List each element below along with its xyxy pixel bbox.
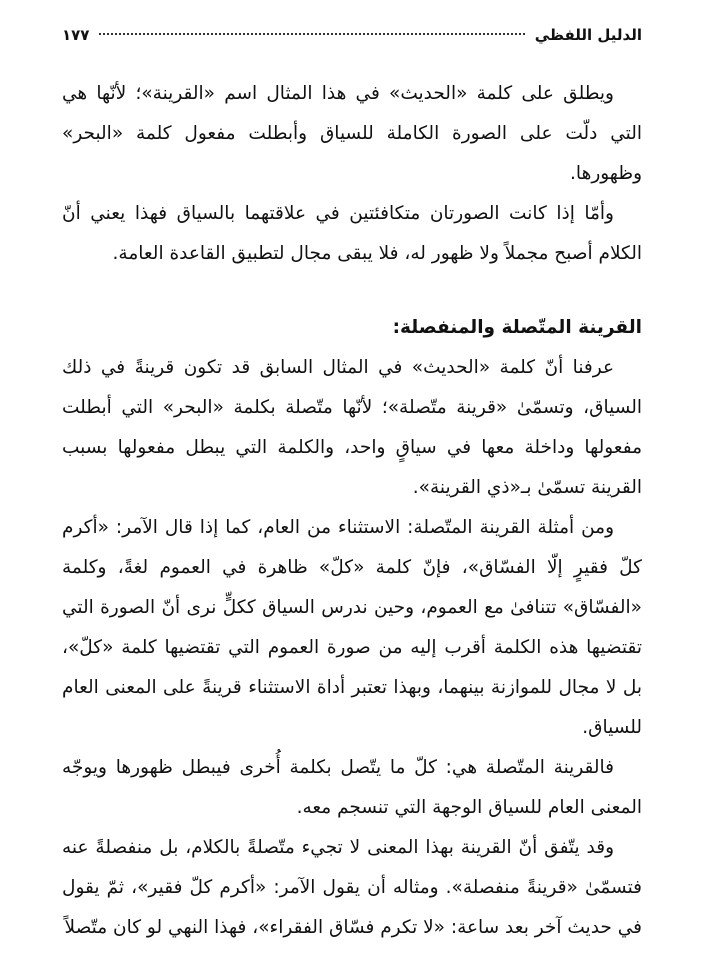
running-title: الدليل اللفظي [534,26,642,44]
page-header [62,26,642,56]
page-body [62,74,642,948]
paragraph: ومن أمثلة القرينة المتّصلة: الاستثناء من العام، كما إذا قال الآمر: «أكرم كلّ فقيرٍ إلّا الفسّاق»، فإنّ كلمة «كلّ» ظاهرة في العموم لغةً، وكلمة «الفسّاق» تتنافىٰ مع العموم، وحين ندرس السياق ككلٍّ نرى أنّ الصورة التي تقتضيها هذه الكلمة أقرب إليه من صورة العموم التي تقتضيها كلمة «كلّ»، بل لا مجال للموازنة بينهما، وبهذا تعتبر أداة الاستثناء قرينةً على المعنى العام للسياق. [62,517,642,738]
paragraph: عرفنا أنّ كلمة «الحديث» في المثال السابق قد تكون قرينةً في ذلك السياق، وتسمّىٰ «قرينة متّصلة»؛ لأنّها متّصلة بكلمة «البحر» التي أبطلت مفعولها وداخلة معها في سياقٍ واحد، والكلمة التي يبطل مفعولها بسبب القرينة تسمّىٰ بـ«ذي القرينة». [62,357,642,498]
paragraph: وقد يتّفق أنّ القرينة بهذا المعنى لا تجيء متّصلةً بالكلام، بل منفصلةً عنه فتسمّىٰ «قرينةً منفصلة». ومثاله أن يقول الآمر: «أكرم كلّ فقير»، ثمّ يقول في حديث آخر بعد ساعة: «لا تكرم فسّاق الفقراء»، فهذا النهي لو كان متّصلاً [62,837,642,938]
page-number: ١٧٧ [62,26,90,44]
paragraph: ويطلق على كلمة «الحديث» في هذا المثال اسم «القرينة»؛ لأنّها هي التي دلّت على الصورة الكاملة للسياق وأبطلت مفعول كلمة «البحر» وظهورها. [62,83,642,184]
dot-leader [99,33,524,35]
section-spacer [62,274,642,308]
paragraph: فالقرينة المتّصلة هي: كلّ ما يتّصل بكلمة أُخرى فيبطل ظهورها ويوجّه المعنى العام للسياق الوجهة التي تنسجم معه. [62,757,642,818]
book-page [62,26,642,948]
paragraph: وأمّا إذا كانت الصورتان متكافئتين في علاقتهما بالسياق فهذا يعني أنّ الكلام أصبح مجملاً ولا ظهور له، فلا يبقى مجال لتطبيق القاعدة العامة. [62,203,642,264]
section-heading: القرينة المتّصلة والمنفصلة: [392,317,642,338]
